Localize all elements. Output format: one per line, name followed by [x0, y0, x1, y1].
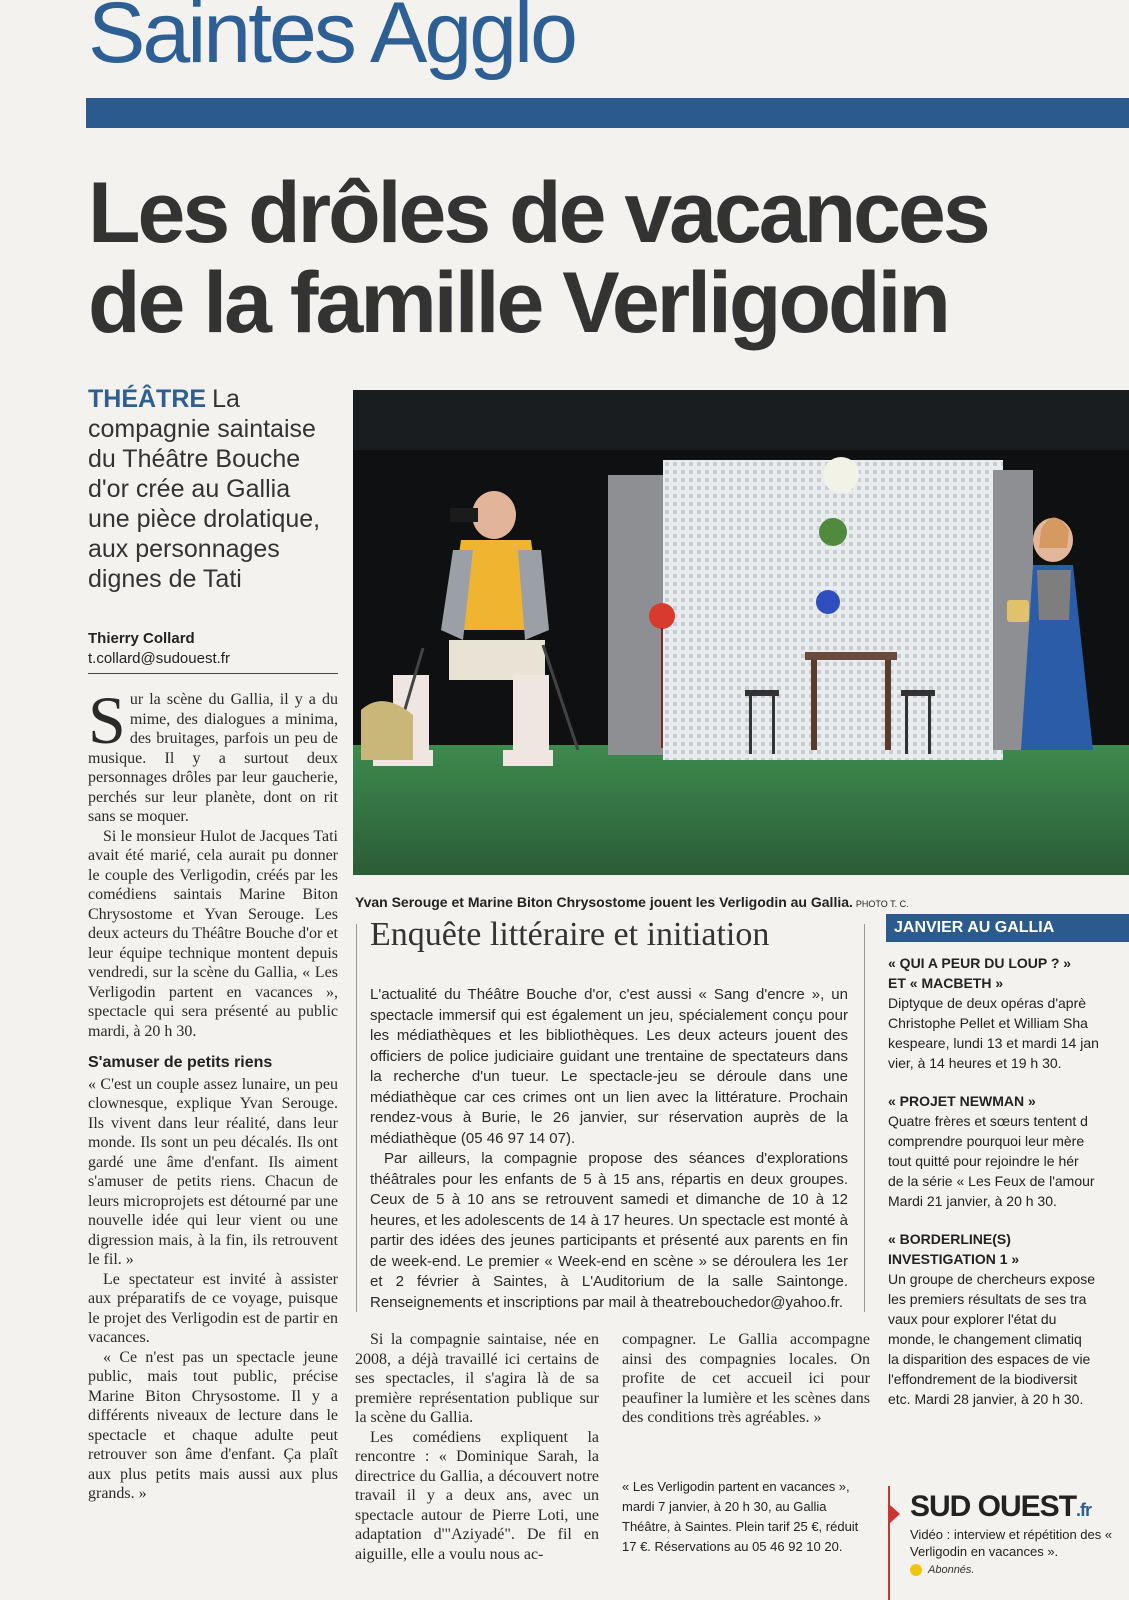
- article-column-2: [355, 1330, 599, 1564]
- article-paragraph: Si la compagnie saintaise, née en 2008, a déjà travaillé ici certains de ses spectacles, il s'agira là de sa première représentation publique sur la scène du Gallia.: [355, 1331, 599, 1426]
- article-paragraph: Les comédiens expliquent la rencontre : « Dominique Sarah, la directrice du Gallia, a découvert notre travail il y a deux ans, avec un spectacle autour de Pierre Loti, une adaptation d'"Aziyadé". De fil en aiguille, elle a voulu nous ac-: [355, 1428, 599, 1563]
- agenda-item-line: l'effondrement de la biodiversit: [888, 1371, 1078, 1387]
- promo-box[interactable]: [888, 1486, 1129, 1600]
- agenda-item-line: de la série « Les Feux de l'amour: [888, 1173, 1095, 1189]
- box-left-rule: [356, 924, 357, 1312]
- agenda-item-title: « PROJET NEWMAN »: [888, 1093, 1036, 1109]
- headline: [88, 165, 1129, 351]
- agenda-item: [888, 1229, 1129, 1409]
- promo-abonnes: Abonnés.: [910, 1564, 1129, 1576]
- byline-email[interactable]: t.collard@sudouest.fr: [88, 650, 230, 667]
- agenda-item-line: Quatre frères et sœurs tentent d: [888, 1113, 1088, 1129]
- article-paragraph: Sur la scène du Gallia, il y a du mime, des dialogues a minima, des bruitages, parfois un peu de musique. Il y a surtout deux personnages drôles par leur gaucherie, perchés sur leur planète, dont on rit sans se moquer.: [88, 682, 338, 825]
- arrow-right-icon: [890, 1505, 900, 1523]
- agenda-item-line: monde, le changement climatiq: [888, 1331, 1082, 1347]
- article-paragraph: « Ce n'est pas un spectacle jeune public, mais tout public, précise Marine Biton Chrysostome. Il y a différents niveaux de lecture dans le spectacle et chaque adulte peut retrouver son âme d'enfant. Ça plaît aux plus petits mais aussi aux plus grands. »: [88, 1348, 338, 1502]
- agenda-item-title: ET « MACBETH »: [888, 975, 1004, 991]
- intro-text: La compagnie saintaise du Théâtre Bouche d'or crée au Gallia une pièce drolatique, aux personnages dignes de Tati: [88, 385, 321, 593]
- agenda-item-line: Diptyque de deux opéras d'aprè: [888, 995, 1087, 1011]
- article-column-3: [622, 1330, 870, 1428]
- agenda-header: JANVIER AU GALLIA: [886, 914, 1129, 942]
- subscriber-dot-icon: [910, 1564, 922, 1576]
- agenda-item-line: Un groupe de chercheurs expose: [888, 1271, 1096, 1287]
- agenda-item-line: kespeare, lundi 13 et mardi 14 jan: [888, 1035, 1099, 1051]
- article-paragraph: Le spectateur est invité à assister aux préparatifs de ce voyage, puisque le projet des Verligodin est de partir en vacances.: [88, 1270, 338, 1346]
- agenda-item-line: Mardi 21 janvier, à 20 h 30.: [888, 1193, 1057, 1209]
- box-text: [370, 985, 848, 1313]
- article-paragraph: Si le monsieur Hulot de Jacques Tati avait été marié, cela aurait pu donner le couple des Verligodin, créés par les comédiens saintais Marine Biton Chrysostome et Yvan Serouge. Les deux acteurs du Théâtre Bouche d'or et leur équipe technique montent depuis vendredi, sur la scène du Gallia, « Les Verligodin partent en vacances », spectacle qui sera présenté au public mardi, à 20 h 30.: [88, 827, 338, 1040]
- agenda-item-title: INVESTIGATION 1 »: [888, 1251, 1020, 1267]
- drop-cap: S: [88, 682, 126, 758]
- agenda-item-line: les premiers résultats de ses tra: [888, 1291, 1087, 1307]
- section-bar: [86, 98, 1129, 128]
- agenda-item-line: etc. Mardi 28 janvier, à 20 h 30.: [888, 1391, 1084, 1407]
- box-right-rule: [864, 924, 865, 1312]
- headline-line-1: Les drôles de vacances: [88, 165, 988, 261]
- headline-line-2: de la famille Verligodin: [88, 255, 948, 351]
- box-title: Enquête littéraire et initiation: [370, 916, 770, 953]
- section-title: Saintes Agglo: [88, 0, 575, 81]
- article-subhead: S'amuser de petits riens: [88, 1054, 273, 1071]
- box-paragraph: Par ailleurs, la compagnie propose des séances d'explorations théâtrales pour les enfants de 5 à 15 ans, répartis en deux groupes. Ceux de 5 à 10 ans se retrouvent samedi et dimanche de 10 à 12 heures, et les adolescents de 14 à 17 heures. Un spectacle est monté à partir des idées des jeunes participants et présenté aux parents en fin de week-end. Le premier « Week-end en scène » se déroulera les 1er et 2 février à Saintes, à L'Auditorium de la salle Saintonge. Renseignements et inscriptions par mail à theatrebouchedor@yahoo.fr.: [370, 1150, 848, 1311]
- practical-info: « Les Verligodin partent en vacances », mardi 7 janvier, à 20 h 30, au Gallia Théâtre, à Saintes. Plein tarif 25 €, réduit 17 €. Réservations au 05 46 92 10 20.: [622, 1479, 859, 1554]
- agenda-item-line: tout quitté pour rejoindre le hér: [888, 1153, 1079, 1169]
- stage-photo-image: [353, 390, 1129, 875]
- agenda-list: [888, 953, 1129, 1427]
- agenda-item-line: comprendre pourquoi leur mère: [888, 1133, 1085, 1149]
- promo-brand: SUD OUEST.fr: [910, 1490, 1092, 1523]
- article-paragraph: « C'est un couple assez lunaire, un peu clownesque, explique Yvan Serouge. Ils vivent dans leur réalité, dans leur monde. Ils sont un peu décalés. Ils ont gardé une âme d'enfant. Ils aiment s'amuser de petits riens. Chacun de leurs microprojets est détourné par une nouvelle idée qui leur vient ou une digression mais, à la fin, ils retrouvent le fil. »: [88, 1075, 338, 1268]
- agenda-item: [888, 1091, 1129, 1211]
- agenda-item-line: vaux pour explorer l'état du: [888, 1311, 1057, 1327]
- article-paragraph: compagner. Le Gallia accompagne ainsi des compagnies locales. On profite de cet accueil ici pour peaufiner la lumière et les scènes dans des conditions très agréables. »: [622, 1331, 870, 1426]
- agenda-item-line: Christophe Pellet et William Sha: [888, 1015, 1088, 1031]
- agenda-item-line: la disparition des espaces de vie: [888, 1351, 1091, 1367]
- byline: [88, 630, 338, 674]
- agenda-item: [888, 953, 1129, 1073]
- photo-caption: Yvan Serouge et Marine Biton Chrysostome jouent les Verligodin au Gallia. PHOTO T. C.: [355, 894, 909, 910]
- agenda-item-title: « QUI A PEUR DU LOUP ? »: [888, 955, 1072, 971]
- intro-kicker: THÉÂTRE: [88, 385, 207, 413]
- photo-credit: PHOTO T. C.: [855, 899, 909, 909]
- stage-photo: [353, 390, 1129, 875]
- promo-text[interactable]: Vidéo : interview et répétition des « Verligodin en vacances ».: [910, 1527, 1113, 1559]
- article-column-1: [88, 682, 338, 1504]
- agenda-item-line: vier, à 14 heures et 19 h 30.: [888, 1055, 1062, 1071]
- byline-name: Thierry Collard: [88, 630, 195, 647]
- box-paragraph: L'actualité du Théâtre Bouche d'or, c'est aussi « Sang d'encre », un spectacle immersif qui est également un jeu, spécialement conçu pour les médiathèques et les bibliothèques. Les deux acteurs jouent des officiers de police judiciaire guidant une trentaine de spectateurs dans la recherche d'un tueur. Le spectacle-jeu se déroule dans une médiathèque car ces crimes ont un lien avec la littérature. Prochain rendez-vous à Burie, le 26 janvier, sur réservation auprès de la médiathèque (05 46 97 14 07).: [370, 986, 848, 1147]
- intro: [88, 384, 338, 594]
- agenda-item-title: « BORDERLINE(S): [888, 1231, 1011, 1247]
